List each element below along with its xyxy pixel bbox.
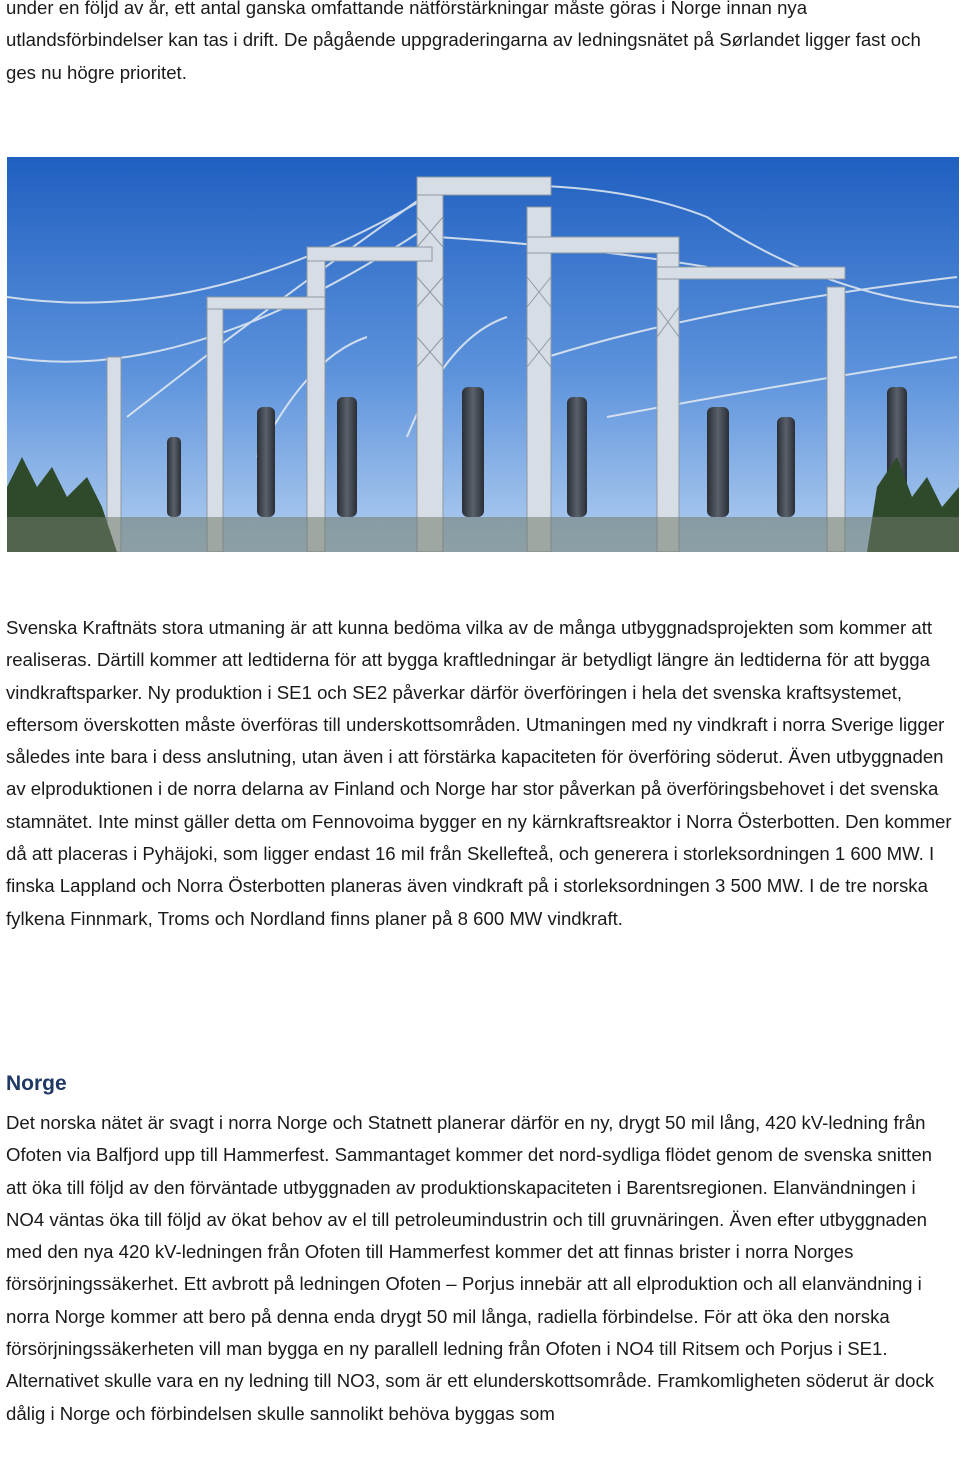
section-heading-norge: Norge (6, 1072, 67, 1095)
intro-paragraph: under en följd av år, ett antal ganska omfattande nätförstärkningar måste göras i Norge innan nya utlandsförbindelser kan tas i drift. De pågående uppgraderingarna av ledningsnätet på Sørlandet ligger fast och ges nu högre prioritet. (6, 0, 921, 83)
substation-photo (7, 157, 959, 552)
main-paragraph: Svenska Kraftnäts stora utmaning är att kunna bedöma vilka av de många utbyggnadsprojekten som kommer att realiseras. Därtill kommer att ledtiderna för att bygga kraftledningar är betydligt längre än ledtiderna för att bygga vindkraftsparker. Ny produktion i SE1 och SE2 påverkar därför överföringen i hela det svenska kraftsystemet, eftersom överskotten måste överföras till underskottsområden. Utmaningen med ny vindkraft i norra Sverige ligger således inte bara i dess anslutning, utan även i att förstärka kapaciteten för överföring söderut. Även utbyggnaden av elproduktionen i de norra delarna av Finland och Norge har stor påverkan på överföringsbehovet i det svenska stamnätet. Inte minst gäller detta om Fennovoima bygger en ny kärnkraftsreaktor i Norra Österbotten. Den kommer då att placeras i Pyhäjoki, som ligger endast 16 mil från Skellefteå, och generera i storleksordningen 1 600 MW. I finska Lappland och Norra Österbotten planeras även vindkraft på i storleksordningen 3 500 MW. I de tre norska fylkena Finnmark, Troms och Nordland finns planer på 8 600 MW vindkraft. (6, 617, 952, 929)
norge-paragraph: Det norska nätet är svagt i norra Norge och Statnett planerar därför en ny, drygt 50 mil lång, 420 kV-ledning från Ofoten via Balfjord upp till Hammerfest. Sammantaget kommer det nord-sydliga flödet genom de svenska snitten att öka till följd av den förväntade utbyggnaden av produktionskapaciteten i Barentsregionen. Elanvändningen i NO4 väntas öka till följd av ökat behov av el till petroleumindustrin och till gruvnäringen. Även efter utbyggnaden med den nya 420 kV-ledningen från Ofoten till Hammerfest kommer det att finnas brister i norra Norges försörjningssäkerhet. Ett avbrott på ledningen Ofoten – Porjus innebär att all elproduktion och all elanvändning i norra Norge kommer att bero på denna enda drygt 50 mil långa, radiella förbindelse. För att öka den norska försörjningssäkerheten vill man bygga en ny parallell ledning från Ofoten i NO4 till Ritsem och Porjus i SE1. Alternativet skulle vara en ny ledning till NO3, som är ett elunderskottsområde. Framkomligheten söderut är dock dålig i Norge och förbindelsen skulle sannolikt behöva byggas som (6, 1112, 935, 1424)
